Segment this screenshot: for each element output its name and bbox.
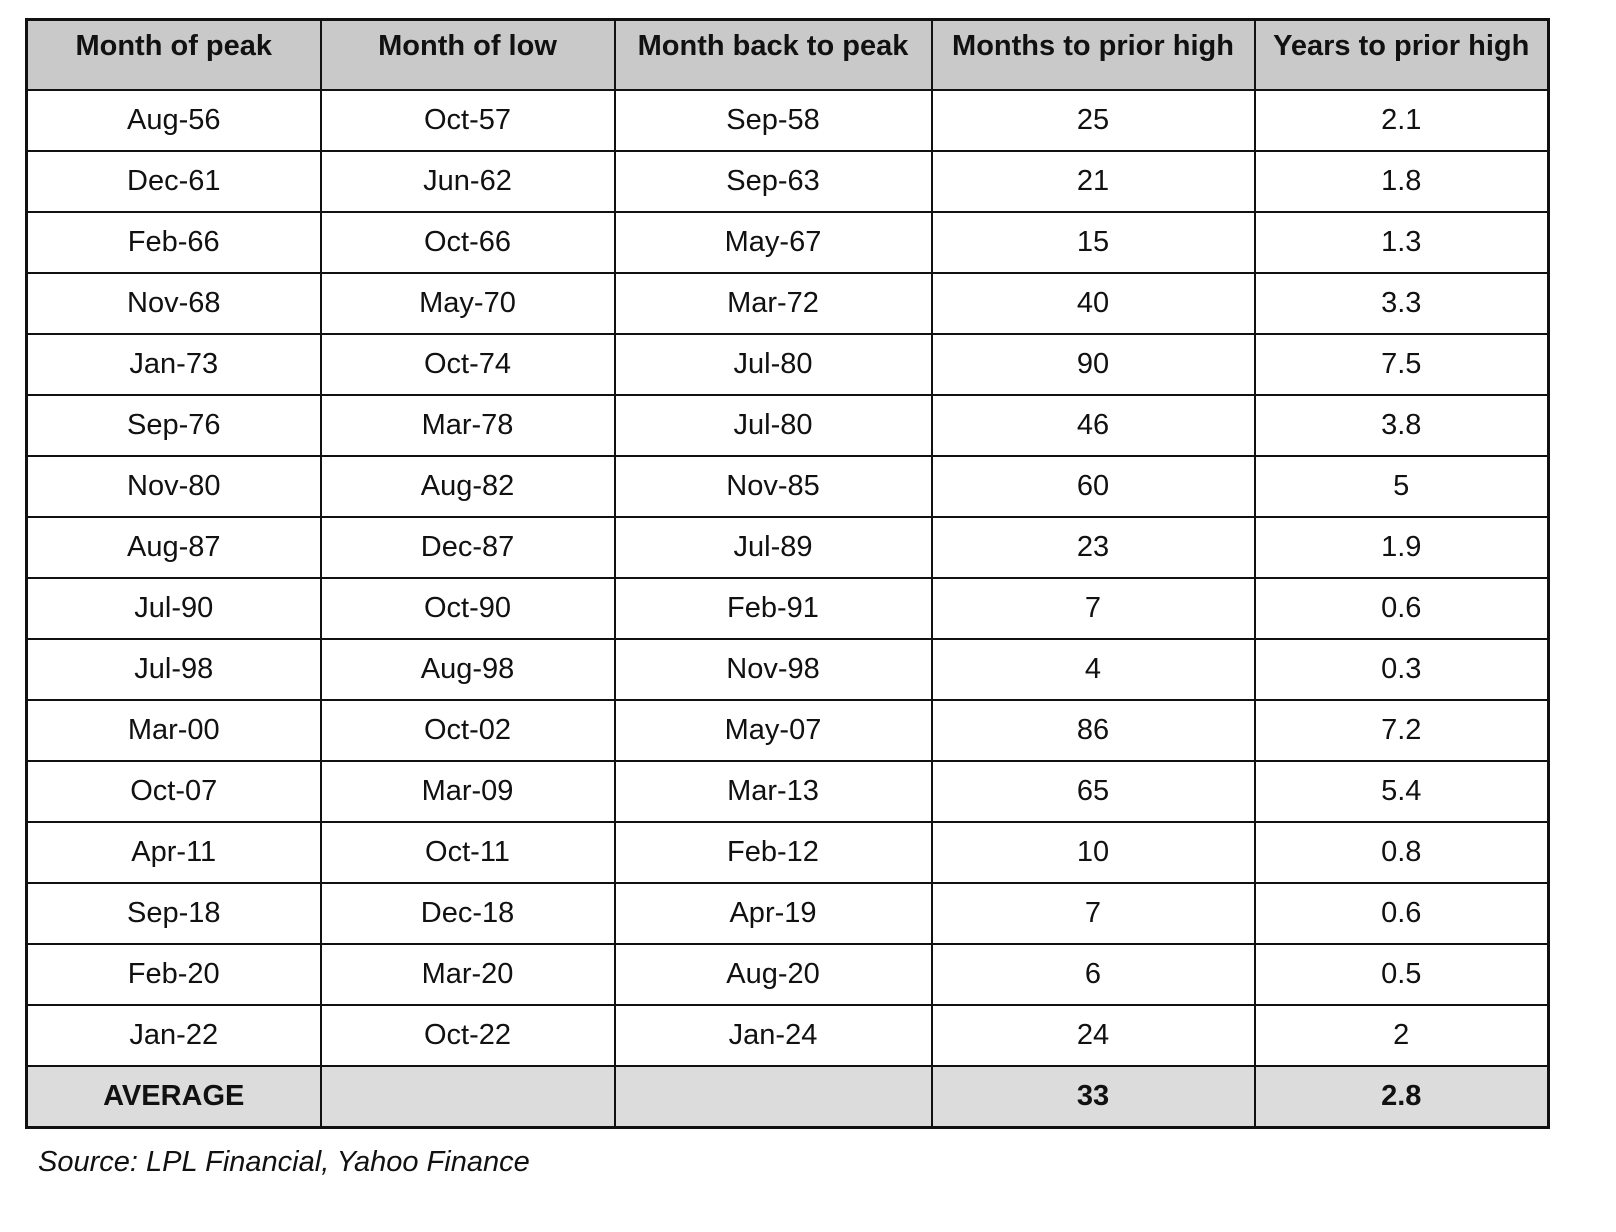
average-label: AVERAGE: [27, 1066, 321, 1128]
table-cell: Jan-73: [27, 334, 321, 395]
table-cell: Apr-11: [27, 822, 321, 883]
table-cell: 86: [932, 700, 1255, 761]
table-cell: 60: [932, 456, 1255, 517]
table-cell: Oct-11: [321, 822, 615, 883]
table-cell: 46: [932, 395, 1255, 456]
table-cell: 15: [932, 212, 1255, 273]
table-cell: May-70: [321, 273, 615, 334]
table-cell: 65: [932, 761, 1255, 822]
table-cell: May-07: [615, 700, 932, 761]
table-cell: 1.8: [1255, 151, 1549, 212]
table-cell: Aug-56: [27, 90, 321, 151]
table-row: [27, 517, 1549, 578]
table-body: [27, 90, 1549, 1128]
table-cell: Sep-18: [27, 883, 321, 944]
table-cell: 24: [932, 1005, 1255, 1066]
table-cell: 2: [1255, 1005, 1549, 1066]
table-cell: Apr-19: [615, 883, 932, 944]
table-cell: 2.1: [1255, 90, 1549, 151]
table-cell: 90: [932, 334, 1255, 395]
table-row: [27, 578, 1549, 639]
header-row: [27, 20, 1549, 90]
table-cell: Feb-66: [27, 212, 321, 273]
table-cell: Mar-20: [321, 944, 615, 1005]
table-cell: Mar-72: [615, 273, 932, 334]
average-cell: 33: [932, 1066, 1255, 1128]
table-cell: Oct-07: [27, 761, 321, 822]
table-row: [27, 151, 1549, 212]
table-cell: 0.3: [1255, 639, 1549, 700]
column-header: Month of peak: [27, 20, 321, 90]
average-cell: 2.8: [1255, 1066, 1549, 1128]
table-row: [27, 944, 1549, 1005]
table-cell: Oct-02: [321, 700, 615, 761]
table-cell: Oct-22: [321, 1005, 615, 1066]
table-cell: 10: [932, 822, 1255, 883]
table-cell: Dec-61: [27, 151, 321, 212]
table-cell: Jul-98: [27, 639, 321, 700]
table-cell: Aug-82: [321, 456, 615, 517]
table-cell: Feb-12: [615, 822, 932, 883]
table-cell: Mar-09: [321, 761, 615, 822]
source-note: Source: LPL Financial, Yahoo Finance: [38, 1146, 530, 1178]
table-cell: 6: [932, 944, 1255, 1005]
table-cell: Jul-89: [615, 517, 932, 578]
table-cell: Nov-98: [615, 639, 932, 700]
table-cell: Dec-87: [321, 517, 615, 578]
table-cell: 7: [932, 578, 1255, 639]
table-row: [27, 395, 1549, 456]
table-cell: Aug-98: [321, 639, 615, 700]
table-cell: 0.6: [1255, 883, 1549, 944]
table-cell: Nov-85: [615, 456, 932, 517]
table-cell: Jul-90: [27, 578, 321, 639]
table-cell: Oct-74: [321, 334, 615, 395]
table-cell: 5: [1255, 456, 1549, 517]
table-row: [27, 212, 1549, 273]
table-cell: 25: [932, 90, 1255, 151]
table-cell: Jan-24: [615, 1005, 932, 1066]
table-cell: Jan-22: [27, 1005, 321, 1066]
column-header: Years to prior high: [1255, 20, 1549, 90]
average-cell: [321, 1066, 615, 1128]
table-cell: Feb-20: [27, 944, 321, 1005]
table-cell: Aug-87: [27, 517, 321, 578]
table-cell: 3.8: [1255, 395, 1549, 456]
table-cell: May-67: [615, 212, 932, 273]
table-cell: Sep-76: [27, 395, 321, 456]
table-cell: 7.5: [1255, 334, 1549, 395]
table-cell: Mar-78: [321, 395, 615, 456]
table-cell: 23: [932, 517, 1255, 578]
column-header: Month back to peak: [615, 20, 932, 90]
table-row: [27, 883, 1549, 944]
table-cell: 4: [932, 639, 1255, 700]
table-cell: Sep-58: [615, 90, 932, 151]
table-cell: 7.2: [1255, 700, 1549, 761]
table-cell: 1.3: [1255, 212, 1549, 273]
table-cell: Jul-80: [615, 334, 932, 395]
table-cell: Jun-62: [321, 151, 615, 212]
table-cell: Oct-66: [321, 212, 615, 273]
table-row: [27, 273, 1549, 334]
table-cell: 5.4: [1255, 761, 1549, 822]
table-header: [27, 20, 1549, 90]
data-table: [25, 18, 1550, 1129]
table-cell: 0.8: [1255, 822, 1549, 883]
table-cell: Nov-68: [27, 273, 321, 334]
table-cell: 1.9: [1255, 517, 1549, 578]
table-row: [27, 700, 1549, 761]
table-cell: Mar-13: [615, 761, 932, 822]
table-cell: Jul-80: [615, 395, 932, 456]
data-table-container: [25, 18, 1550, 1129]
table-cell: 21: [932, 151, 1255, 212]
table-row: [27, 761, 1549, 822]
table-cell: 7: [932, 883, 1255, 944]
table-row: [27, 822, 1549, 883]
table-cell: Nov-80: [27, 456, 321, 517]
table-row: [27, 639, 1549, 700]
table-cell: 0.6: [1255, 578, 1549, 639]
table-cell: Oct-57: [321, 90, 615, 151]
table-cell: Mar-00: [27, 700, 321, 761]
table-cell: Feb-91: [615, 578, 932, 639]
average-row: [27, 1066, 1549, 1128]
table-cell: 0.5: [1255, 944, 1549, 1005]
table-row: [27, 456, 1549, 517]
table-cell: 40: [932, 273, 1255, 334]
table-cell: Oct-90: [321, 578, 615, 639]
table-cell: Dec-18: [321, 883, 615, 944]
table-row: [27, 90, 1549, 151]
table-cell: Aug-20: [615, 944, 932, 1005]
table-row: [27, 334, 1549, 395]
column-header: Month of low: [321, 20, 615, 90]
table-row: [27, 1005, 1549, 1066]
table-cell: 3.3: [1255, 273, 1549, 334]
average-cell: [615, 1066, 932, 1128]
column-header: Months to prior high: [932, 20, 1255, 90]
table-cell: Sep-63: [615, 151, 932, 212]
